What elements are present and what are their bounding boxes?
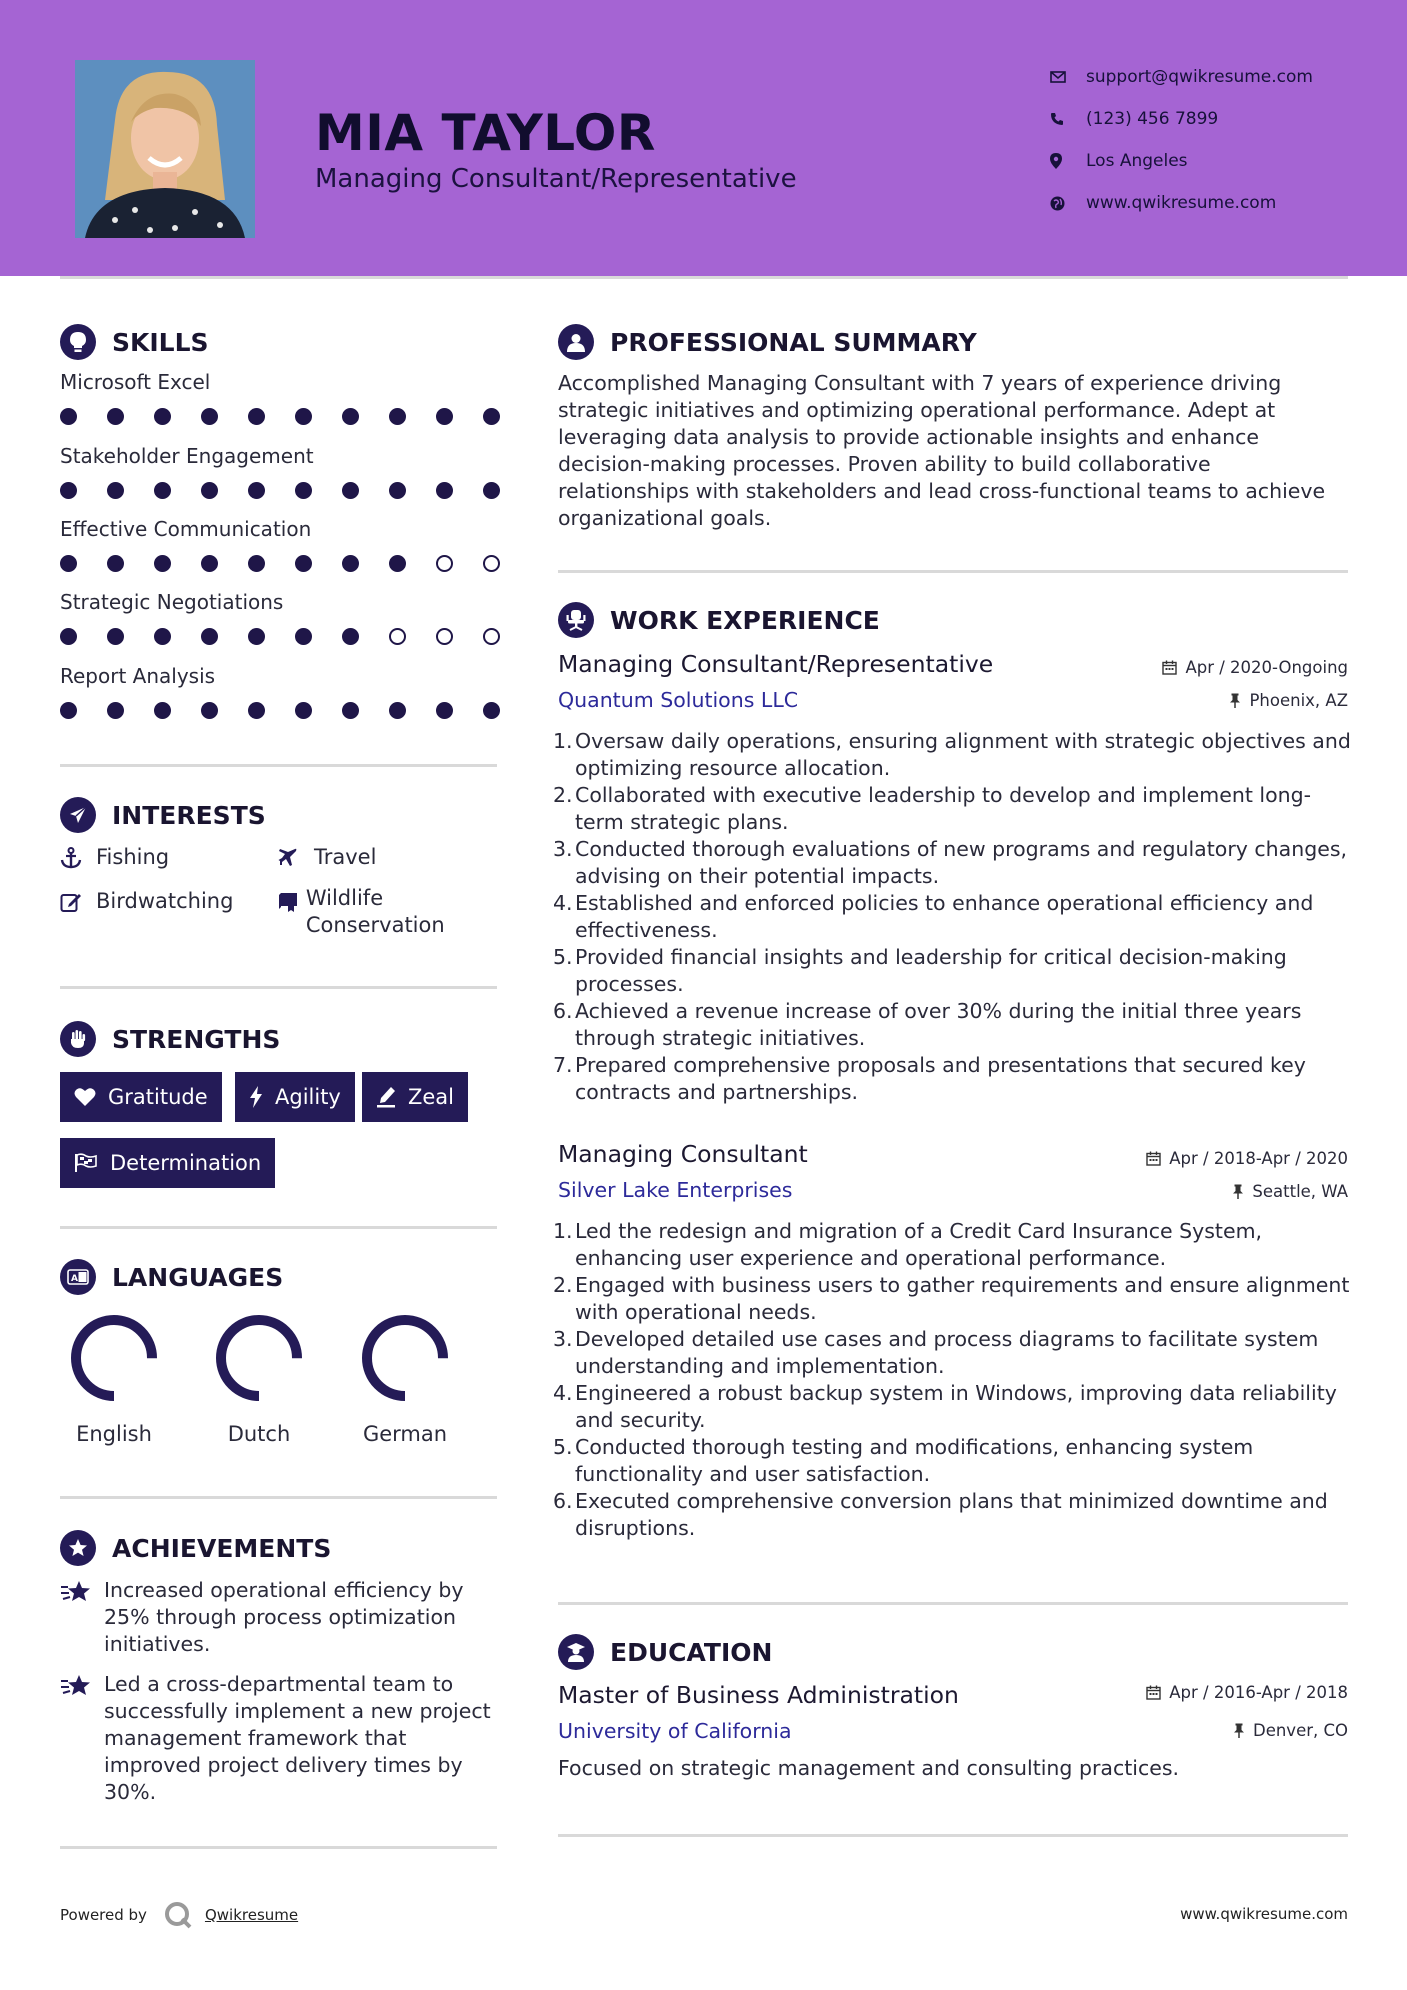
phone-text: (123) 456 7899 [1086,109,1219,129]
qwikresume-logo-icon [163,1900,193,1930]
skills-heading: SKILLS [60,324,209,360]
rating-dot-filled [436,702,453,719]
rating-dot-filled [107,555,124,572]
rating-dot-filled [60,628,77,645]
achievement-item: Increased operational efficiency by 25% through process optimization initiatives. [60,1577,500,1658]
rating-dot-filled [248,482,265,499]
interests-heading: INTERESTS [60,797,266,833]
language-item [189,1312,329,1446]
hand-icon [60,1021,96,1057]
rating-dot-filled [154,555,171,572]
skill-name: Stakeholder Engagement [60,444,314,468]
proficiency-arc [76,1320,152,1396]
experience-heading: WORK EXPERIENCE [558,602,880,638]
office-chair-icon [558,602,594,638]
rating-dot-filled [154,408,171,425]
skill-rating [60,702,500,719]
skill-name: Microsoft Excel [60,370,211,394]
language-name: English [76,1422,152,1446]
rating-dot-filled [342,628,359,645]
rating-dot-filled [201,628,218,645]
skill-rating [60,555,500,572]
rating-dot-filled [295,482,312,499]
rating-dot-filled [60,702,77,719]
contact-phone[interactable] [1050,98,1370,140]
rating-dot-filled [248,628,265,645]
achievement-item: Led a cross-departmental team to successfully implement a new project management framework that improved project delivery times by 30%. [60,1671,500,1806]
language-name: Dutch [227,1422,291,1446]
rating-dot-filled [201,482,218,499]
rating-dot-filled [436,482,453,499]
rating-dot-filled [436,408,453,425]
qwikresume-link[interactable]: Qwikresume [204,1906,299,1924]
strength-tag-gratitude: Gratitude [60,1072,222,1122]
rating-dot-filled [154,628,171,645]
language-proficiency-ring [359,1312,451,1404]
footer-powered-by: Powered by Qwikresume [60,1900,298,1930]
rating-dot-filled [201,555,218,572]
rating-dot-empty [436,555,453,572]
rating-dot-filled [483,702,500,719]
languages-divider [60,1496,497,1499]
job-bullet: 7. Prepared comprehensive proposals and presentations that secured key contracts and partnerships. [553,1053,1306,1104]
rating-dot-filled [60,482,77,499]
language-proficiency-ring [213,1312,305,1404]
language-name: German [362,1422,448,1446]
interest-fishing: Fishing [60,845,169,869]
contact-block [1050,56,1370,224]
rating-dot-filled [60,408,77,425]
job-bullet: 5. Provided financial insights and leadership for critical decision-making processes. [553,945,1287,996]
company-name: Quantum Solutions LLC [558,688,799,712]
translate-icon [60,1259,96,1295]
job-bullet: 6. Achieved a revenue increase of over 30% during the initial three years through strategic initiatives. [553,999,1302,1050]
star-badge-icon [60,1530,96,1566]
rating-dot-filled [60,555,77,572]
education-description: Focused on strategic management and consulting practices. [558,1756,1180,1780]
profile-photo [75,60,255,238]
education-heading: EDUCATION [558,1634,772,1670]
pushpin-icon [1232,1184,1244,1199]
rating-dot-filled [295,628,312,645]
education-divider [558,1834,1348,1837]
strength-tag-agility: Agility [235,1072,355,1122]
achievements-divider [60,1846,497,1849]
rating-dot-filled [154,482,171,499]
rating-dot-filled [107,408,124,425]
heart-icon [74,1087,96,1107]
summary-heading: PROFESSIONAL SUMMARY [558,324,977,360]
job-bullet: 1. Led the redesign and migration of a Credit Card Insurance System, enhancing user experience and operational performance. [553,1219,1263,1270]
shooting-star-icon [60,1671,104,1806]
candidate-name: MIA TAYLOR [315,104,656,162]
strengths-heading: STRENGTHS [60,1021,280,1057]
rating-dot-filled [342,555,359,572]
achievements-heading: ACHIEVEMENTS [60,1530,331,1566]
website-text: www.qwikresume.com [1086,193,1277,213]
rating-dot-filled [248,555,265,572]
calendar-icon [1162,660,1177,675]
skill-rating [60,628,500,645]
shooting-star-icon [60,1577,104,1658]
interest-wildlife: Wildlife Conservation [278,889,478,939]
job-bullet: 5. Conducted thorough testing and modifications, enhancing system functionality and user satisfaction. [553,1435,1254,1486]
airplane-icon [278,845,314,867]
skill-name: Report Analysis [60,664,216,688]
rating-dot-filled [389,702,406,719]
rating-dot-filled [107,702,124,719]
job-dates: Apr / 2018-Apr / 2020 [1146,1149,1348,1168]
school-name: University of California [558,1719,792,1743]
anchor-icon [60,845,96,869]
map-pin-icon [1050,153,1086,169]
footer-website[interactable]: www.qwikresume.com [1180,1905,1348,1923]
envelope-icon [1050,71,1086,83]
job-dates: Apr / 2020-Ongoing [1162,658,1348,677]
interest-travel: Travel [278,845,376,869]
rating-dot-filled [248,702,265,719]
job-bullet: 4. Engineered a robust backup system in Windows, improving data reliability and security. [553,1381,1337,1432]
job-location: Phoenix, AZ [1229,691,1348,710]
user-icon [558,324,594,360]
rating-dot-filled [154,702,171,719]
pen-nib-icon [376,1086,396,1108]
rating-dot-filled [201,702,218,719]
graduate-icon [558,1634,594,1670]
rating-dot-filled [201,408,218,425]
contact-email[interactable] [1050,56,1370,98]
job-title: Managing Consultant/Representative [558,650,994,678]
interests-divider [60,986,497,989]
summary-text: Accomplished Managing Consultant with 7 years of experience driving strategic initiatives and optimizing operational performance. Adept at leveraging data analysis to provide actionable insights and enhance decision-making processes. Proven ability to build collaborative relationships with stakeholders and lead cross-functional teams to achieve organizational goals. [558,371,1326,530]
paper-plane-icon [60,797,96,833]
rating-dot-filled [295,555,312,572]
rating-dot-filled [248,408,265,425]
job-location: Seattle, WA [1232,1182,1348,1201]
skill-name: Strategic Negotiations [60,590,284,614]
candidate-title: Managing Consultant/Representative [315,164,797,194]
rating-dot-filled [342,482,359,499]
education-location: Denver, CO [1233,1721,1348,1740]
skill-name: Effective Communication [60,517,312,541]
header-banner [0,0,1407,276]
skill-item [60,664,500,719]
contact-location [1050,140,1370,182]
rating-dot-filled [483,482,500,499]
language-item [335,1312,475,1446]
experience-divider [558,1602,1348,1605]
language-item [44,1312,184,1446]
skill-rating [60,482,500,499]
job-bullet: 3. Conducted thorough evaluations of new programs and regulatory changes, advising on their potential impacts. [553,837,1348,888]
proficiency-arc [367,1320,443,1396]
rating-dot-filled [107,628,124,645]
edit-icon [60,889,96,913]
job-bullet: 3. Developed detailed use cases and process diagrams to facilitate system understanding and implementation. [553,1327,1319,1378]
language-proficiency-ring [68,1312,160,1404]
skill-item [60,590,500,645]
email-text: support@qwikresume.com [1086,67,1313,87]
company-name: Silver Lake Enterprises [558,1178,793,1202]
interest-birdwatching: Birdwatching [60,889,233,913]
strengths-divider [60,1226,497,1229]
skill-rating [60,408,500,425]
lightbulb-icon [60,324,96,360]
svg-text:A: A [71,1274,78,1284]
calendar-icon [1146,1685,1161,1700]
skill-item [60,517,500,572]
education-dates: Apr / 2016-Apr / 2018 [1146,1683,1348,1702]
job-bullet: 4. Established and enforced policies to enhance operational efficiency and effectiveness. [553,891,1314,942]
phone-icon [1050,112,1086,126]
globe-icon [1050,196,1086,211]
rating-dot-empty [436,628,453,645]
rating-dot-empty [389,628,406,645]
rating-dot-filled [389,555,406,572]
rating-dot-empty [483,555,500,572]
rating-dot-filled [107,482,124,499]
pushpin-icon [1233,1723,1245,1738]
rating-dot-filled [295,702,312,719]
summary-divider [558,570,1348,573]
job-bullet: 6. Executed comprehensive conversion plans that minimized downtime and disruptions. [553,1489,1328,1540]
skills-divider [60,764,497,767]
skill-item [60,444,500,499]
strength-tag-zeal: Zeal [362,1072,468,1122]
job-bullet: 1. Oversaw daily operations, ensuring alignment with strategic objectives and optimizing resource allocation. [553,729,1351,780]
job-title: Managing Consultant [558,1140,808,1168]
rating-dot-filled [295,408,312,425]
strength-tag-determination: Determination [60,1138,275,1188]
lightning-bolt-icon [249,1086,263,1108]
degree-title: Master of Business Administration [558,1681,959,1709]
job-bullet-list [553,1218,1353,1542]
pushpin-icon [1229,693,1241,708]
rating-dot-filled [389,408,406,425]
rating-dot-filled [389,482,406,499]
rating-dot-empty [483,628,500,645]
contact-website[interactable] [1050,182,1370,224]
bookmark-flag-icon [278,889,306,913]
rating-dot-filled [342,408,359,425]
proficiency-arc [221,1320,297,1396]
location-text: Los Angeles [1086,151,1188,171]
calendar-icon [1146,1151,1161,1166]
checkered-flag-icon [74,1153,98,1173]
header-divider [60,276,1348,279]
job-bullet-list [553,728,1353,1106]
job-bullet: 2. Collaborated with executive leadership to develop and implement long-term strategic plans. [553,783,1312,834]
skill-item [60,370,500,425]
rating-dot-filled [342,702,359,719]
job-bullet: 2. Engaged with business users to gather requirements and ensure alignment with operational needs. [553,1273,1350,1324]
languages-heading: A LANGUAGES [60,1259,283,1295]
rating-dot-filled [483,408,500,425]
